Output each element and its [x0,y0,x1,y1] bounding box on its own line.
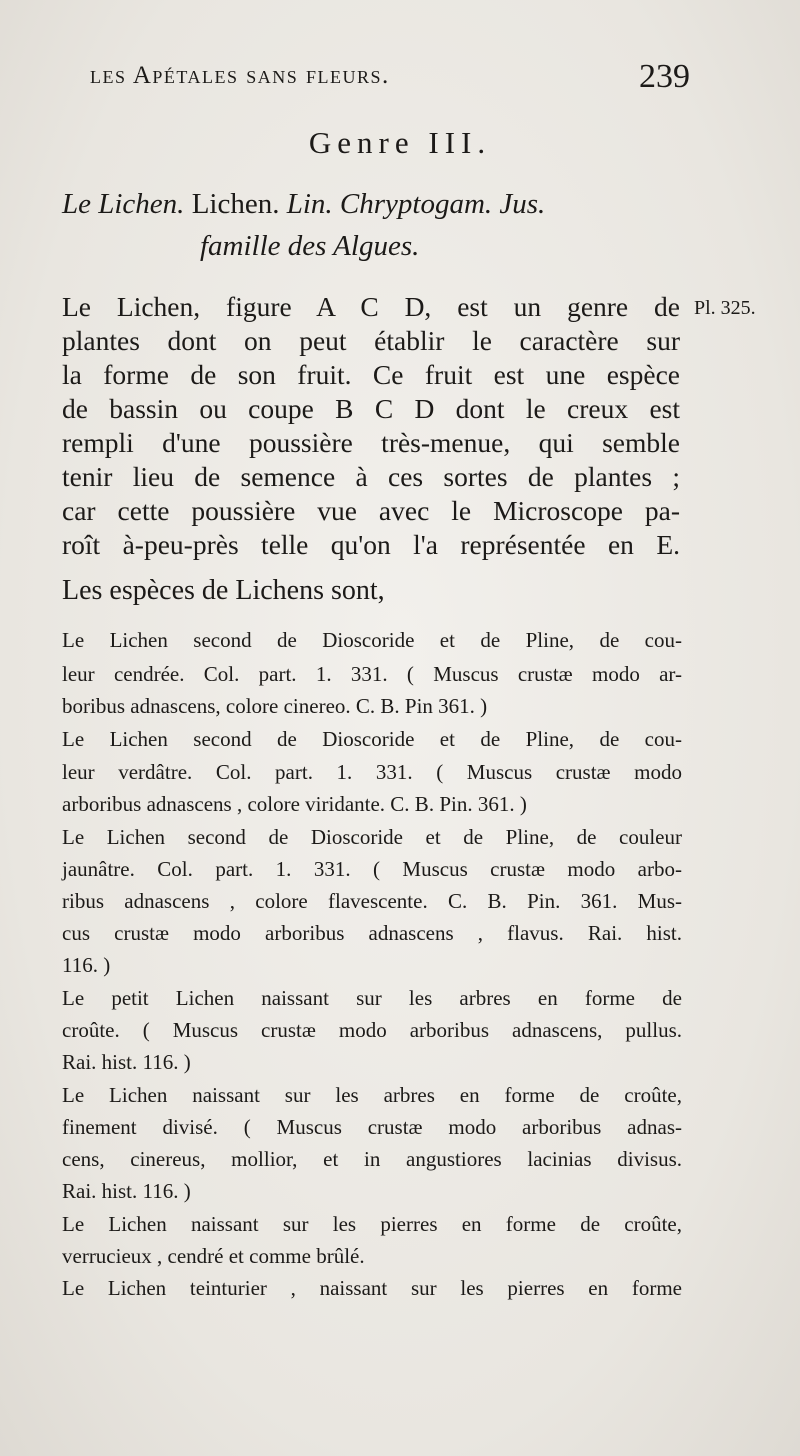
intro-line: car cette poussière vue avec le Microscope pa- [62,495,680,526]
species-line: Le petit Lichen naissant sur les arbres en forme de [62,986,682,1010]
intro-line: roît à-peu-près telle qu'on l'a représentée en E. [62,529,680,560]
species-line: boribus adnascens, colore cinereo. C. B. Pin 361. ) [62,694,488,718]
species-line: leur verdâtre. Col. part. 1. 331. ( Muscus crustæ modo [62,760,682,784]
species-line: leur cendrée. Col. part. 1. 331. ( Muscus crustæ modo ar- [62,662,682,686]
plate-reference: Pl. 325. [694,297,756,319]
running-title: les Apétales sans fleurs. [90,62,390,89]
genre-heading: Genre III. [308,125,492,160]
species-line: Le Lichen naissant sur les pierres en forme de croûte, [62,1212,682,1236]
species-line: ribus adnascens , colore flavescente. C. B. Pin. 361. Mus- [62,889,682,913]
intro-line: rempli d'une poussière très-menue, qui semble [62,427,680,458]
name-lichen: Lichen. [191,188,280,220]
species-line: croûte. ( Muscus crustæ modo arboribus adnascens, pullus. [62,1018,682,1042]
intro-line: de bassin ou coupe B C D dont le creux est [62,393,680,424]
intro-line: Le Lichen, figure A C D, est un genre de [62,291,680,322]
species-line: Le Lichen teinturier , naissant sur les pierres en forme [62,1276,682,1300]
name-jus: Jus. [499,188,546,220]
intro-line: plantes dont on peut établir le caractère sur [62,325,680,356]
species-line: Le Lichen second de Dioscoride et de Pline, de couleur [62,825,682,849]
name-le-lichen: Le Lichen. [62,188,185,220]
species-line: Rai. hist. 116. ) [62,1179,191,1203]
species-line: jaunâtre. Col. part. 1. 331. ( Muscus crustæ modo arbo- [62,857,682,881]
species-line: arboribus adnascens , colore viridante. C. B. Pin. 361. ) [62,792,527,816]
species-line: finement divisé. ( Muscus crustæ modo arboribus adnas- [62,1115,682,1139]
species-line: cus crustæ modo arboribus adnascens , flavus. Rai. hist. [62,921,682,945]
species-line: Le Lichen second de Dioscoride et de Pline, de cou- [62,628,682,652]
species-line: Le Lichen second de Dioscoride et de Pline, de cou- [62,727,682,751]
genus-name-line [62,188,545,221]
species-line: verrucieux , cendré et comme brûlé. [62,1244,365,1268]
species-line: Le Lichen naissant sur les arbres en forme de croûte, [62,1083,682,1107]
page-number: 239 [639,58,690,95]
species-line: 116. ) [62,953,111,977]
intro-line: tenir lieu de semence à ces sortes de plantes ; [62,461,680,492]
running-head [90,58,690,94]
species-line: cens, cinereus, mollior, et in angustiores lacinias divisus. [62,1147,682,1171]
species-line: Rai. hist. 116. ) [62,1050,191,1074]
species-heading: Les espèces de Lichens sont, [62,575,385,606]
intro-line: la forme de son fruit. Ce fruit est une espèce [62,359,680,390]
name-chryptogam: Chryptogam. [339,188,493,220]
name-lin: Lin. [286,188,333,220]
famille-line: famille des Algues. [200,230,420,262]
